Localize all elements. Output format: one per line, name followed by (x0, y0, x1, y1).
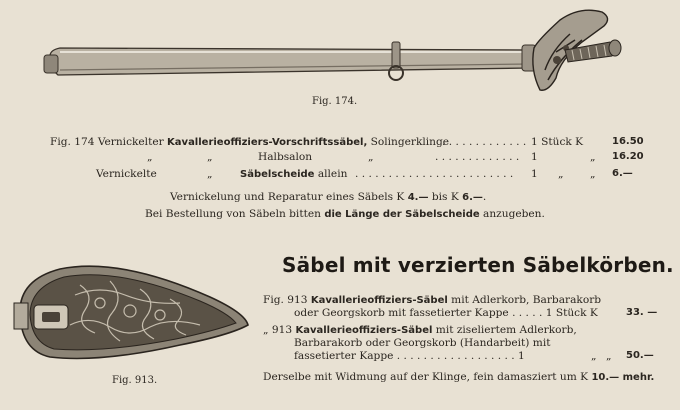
repair-note-mid: bis K (428, 191, 463, 203)
row2-dots: . . . . . . . . . . . . . (435, 151, 520, 163)
order-note (145, 208, 545, 221)
row1-prefix: Fig. 174 Vernickelter (50, 136, 168, 148)
fig174-caption: Fig. 174. (312, 96, 358, 107)
item3-price: 10.— (591, 372, 620, 383)
order-note-bold: die Länge der Säbelscheide (324, 209, 480, 220)
row2-ditto-2: „ (207, 151, 213, 163)
row2-price: 16.20 (612, 151, 644, 162)
row1-qty: 1 Stück K (531, 136, 584, 148)
row1-price: 16.50 (612, 136, 644, 147)
order-note-text: Bei Bestellung von Säbeln bitten (145, 208, 325, 220)
row3-price: 6.— (612, 168, 633, 179)
item3-rest: mehr. (619, 372, 655, 383)
row2-item: Halbsalon (258, 151, 313, 163)
item2-line3: fassetierter Kappe . . . . . . . . . . . . . . . . . . 1 (294, 350, 525, 362)
row2-ditto-4: „ (590, 151, 596, 163)
item2-ditto-1: „ (591, 350, 597, 362)
item2-rest: mit ziseliertem Adlerkorb, (432, 324, 577, 336)
section-heading: Säbel mit verzierten Säbelkörben. (282, 253, 674, 277)
item1-price: 33. — (626, 307, 658, 318)
row3-ditto-3: „ (590, 168, 596, 180)
item1-prefix: Fig. 913 (263, 294, 311, 306)
item2-price: 50.— (626, 350, 654, 361)
order-note-end: anzugeben. (479, 208, 545, 220)
row2-qty: 1 (531, 151, 538, 163)
row3-prefix: Vernickelte (96, 168, 157, 180)
item1-rest: mit Adlerkorb, Barbarakorb (447, 294, 602, 306)
item3-line (263, 371, 654, 384)
item2-prefix: „ 913 (263, 324, 296, 336)
item2-bold-title: Kavallerieoffiziers-Säbel (295, 325, 433, 336)
repair-price-to: 6.— (462, 192, 483, 203)
repair-note-end: . (482, 191, 487, 203)
row1-bold-title: Kavallerieoffiziers-Vorschriftssäbel, (167, 137, 368, 148)
item1-line1 (263, 294, 601, 307)
row3-ditto-1: „ (207, 168, 213, 180)
row3-bold-title: Säbelscheide (240, 169, 315, 180)
row1-rest: Solingerklinge (367, 136, 450, 148)
item1-line2: oder Georgskorb mit fassetierter Kappe . . . . . 1 Stück K (294, 307, 598, 319)
item1-bold-title: Kavallerieoffiziers-Säbel (310, 295, 448, 306)
row1-dots: . . . . . . . . . . . . . (442, 136, 527, 148)
sabre-illustration (0, 0, 680, 110)
repair-note (170, 191, 486, 204)
row2-ditto-3: „ (368, 151, 374, 163)
repair-price-from: 4.— (407, 192, 429, 203)
fig174-row-1 (50, 136, 660, 149)
row3-ditto-2: „ (558, 168, 564, 180)
item2-ditto-2: „ (606, 350, 612, 362)
row2-ditto-1: „ (147, 151, 153, 163)
row3-rest: allein (314, 168, 348, 180)
row3-dots: . . . . . . . . . . . . . . . . . . . . . . . . (355, 168, 514, 180)
item3-text: Derselbe mit Widmung auf der Klinge, fein damasziert um K (263, 371, 592, 383)
repair-note-text: Vernickelung und Reparatur eines Säbels K (170, 191, 408, 203)
fig913-caption: Fig. 913. (112, 375, 158, 386)
row3-qty: 1 (531, 168, 538, 180)
item2-line1 (263, 324, 577, 337)
sabre-basket-illustration (0, 255, 260, 375)
item2-line2: Barbarakorb oder Georgskorb (Handarbeit) mit (294, 337, 551, 349)
